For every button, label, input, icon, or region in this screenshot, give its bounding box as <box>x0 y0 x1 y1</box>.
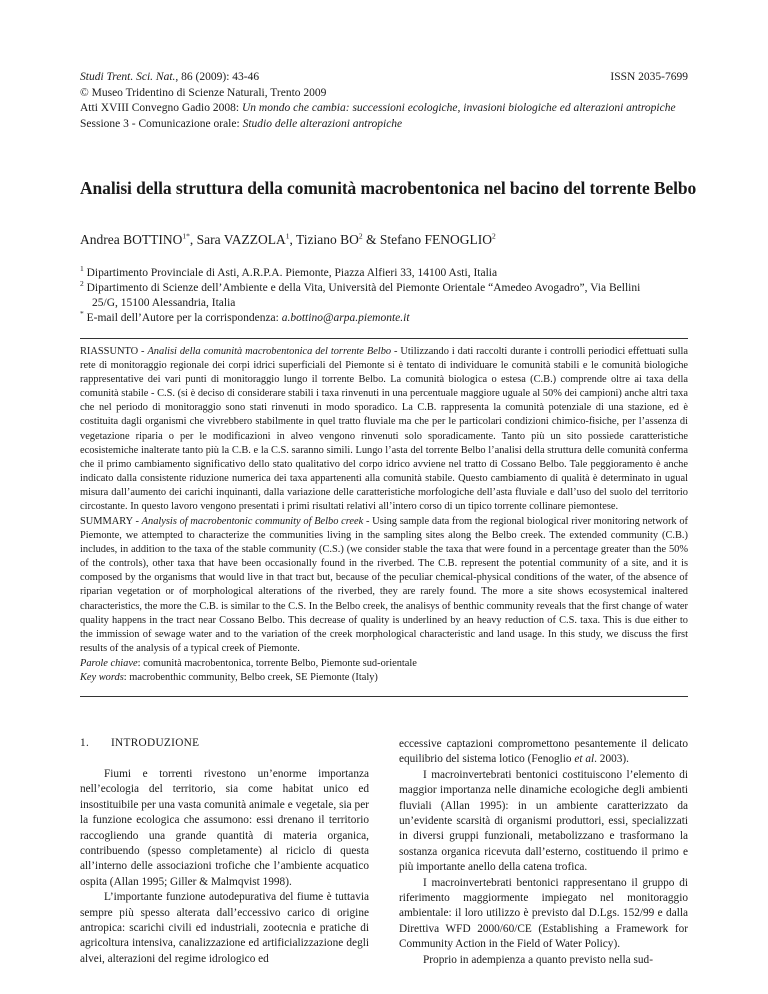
conference-line <box>80 101 688 117</box>
affiliation-mark: 1 <box>80 264 84 274</box>
paragraph: Fiumi e torrenti rivestono un’enorme importanza nell’ecologia del territorio, sia come habitat unico ed insostituibile per una vasta comunità animale e vegetale, sia per la funzione ecologica che assumono: essi drenano il territorio raccogliendo una grande quantità di materia organica, contribuendo (spesso completamente) al riciclo di questa all’interno delle associazioni trofiche che l’ambiente acquatico ospita (Allan 1995; Giller & Malmqvist 1998). <box>80 768 369 888</box>
keywords-it-label: Parole chiave <box>80 658 138 669</box>
author-name: Sara VAZZOLA <box>196 232 286 247</box>
affiliation-text: Dipartimento di Scienze dell’Ambiente e della Vita, Università del Piemonte Orientale “Amedeo Avogadro”, Via Bellini <box>86 282 641 294</box>
journal-header <box>80 70 688 132</box>
paragraph: I macroinvertebrati bentonici rappresentano il gruppo di riferimento maggiormente impiegato nel monitoraggio ambientale: il loro utilizzo è previsto dal D.Lgs. 152/99 e dalla Direttiva WFD 2000/60/CE (Establishing a Framework for Community Action in the Field of Water Policy). <box>399 876 688 951</box>
paragraph-text: eccessive captazioni compromettono pesantemente il delicato equilibrio del sistema lotico (Fenoglio <box>399 738 688 766</box>
corresponding-mark: * <box>80 309 84 319</box>
corresponding-author <box>80 311 692 326</box>
volume-pages: , 86 (2009): 43-46 <box>175 71 260 83</box>
section-title: INTRODUZIONE <box>111 737 200 749</box>
keywords <box>80 657 688 685</box>
keywords-it <box>80 657 688 671</box>
conference-title: Un mondo che cambia: successioni ecologiche, invasioni biologiche ed alterazioni antropiche <box>241 102 676 114</box>
paragraph-text: . 2003). <box>594 753 629 766</box>
divider-bottom <box>80 696 688 697</box>
session-title: Studio delle alterazioni antropiche <box>242 117 403 130</box>
affiliation-2-cont: 25/G, 15100 Alessandria, Italia <box>92 297 236 309</box>
section-number: 1. <box>80 737 90 749</box>
corresponding-email[interactable]: a.bottino@arpa.piemonte.it <box>281 312 410 324</box>
journal-name: Studi Trent. Sci. Nat. <box>80 71 176 83</box>
paragraph: Proprio in adempienza a quanto previsto nella sud- <box>423 953 653 966</box>
section-heading <box>80 737 199 749</box>
affiliation-mark: 2 <box>80 279 84 289</box>
paragraph <box>399 737 688 768</box>
author-name: Andrea BOTTINO <box>80 232 183 247</box>
author-name: Tiziano BO <box>296 232 359 247</box>
keywords-it-text: : comunità macrobentonica, torrente Belbo, Piemonte sud-orientale <box>137 658 417 669</box>
session-line <box>80 117 688 133</box>
session-prefix: Sessione 3 - Comunicazione orale: <box>80 117 243 130</box>
author-affil-mark: 2 <box>492 231 496 241</box>
author-list <box>80 231 700 249</box>
summary-text: - Using sample data from the regional biological river monitoring network of Piemonte, we attempted to characterize the communities living in the sampling sites along the Belbo creek. The extended community (C.B.) includes, in addition to the taxa of the stable community (C.S.) (we consider stable the taxa that were found in a percentage greater than the 50% of the controls), other taxa that have been occasionally found in the riverbed. The C.B. represent the potential community of a site, and it is composed by the organisms that would live in that tract but, because of the peculiar chemical-physical conditions of the water, of the absence of riparian vegetation or of morphological alterations of the riverbed, they are rarely found. The more a site shows ecosystemical inaltered characteristics, the more the C.B. is similar to the C.S. In the Belbo creek, the analisys of benthic community reveals that the first change of water quality happens in the tract near Cossano Belbo. This decrease of quality is underlined by an heavy reduction of C.S. taxa. This is due either to the immission of sewage water and to the variation of the creek morphological characteristic and land usage. In this study, we discuss the first results of the analysis of a typical creek of Piemonte. <box>80 516 688 654</box>
issn: ISSN 2035-7699 <box>610 71 688 83</box>
copyright-line: © Museo Tridentino di Scienze Naturali, Trento 2009 <box>80 86 327 99</box>
author-affil-mark: 1 <box>285 231 290 241</box>
conference-prefix: Atti XVIII Convegno Gadio 2008: <box>80 102 242 114</box>
paragraph: L’importante funzione autodepurativa del fiume è tuttavia sempre più spesso alterata dall’eccessivo carico di origine antropica: scarichi civili ed industriali, zootecnia e pratiche di agricoltura intensiva, canalizzazione ed artificializzazione degli alvei, alterazioni del regime idrologico ed <box>80 891 369 965</box>
affiliation-text: Dipartimento Provinciale di Asti, A.R.P.A. Piemonte, Piazza Alfieri 33, 14100 Asti, Italia <box>86 267 498 279</box>
author-name: Stefano FENOGLIO <box>379 232 493 247</box>
citation <box>80 70 259 86</box>
author-affil-mark: 1* <box>182 231 190 241</box>
header-row <box>80 70 688 86</box>
author-separator: , <box>289 232 296 247</box>
column-left <box>80 767 369 967</box>
keywords-en <box>80 671 688 685</box>
riassunto <box>80 345 688 514</box>
riassunto-title: Analisi della comunità macrobentonica del torrente Belbo <box>147 346 392 357</box>
citation-etal: et al <box>574 753 595 766</box>
riassunto-text: - Utilizzando i dati raccolti durante i controlli periodici effettuati sulla rete di monitoraggio regionale dei corpi idrici superficiali del Piemonte si è tentato di individuare le comunità stabili e le comunità biologiche rappresentative dei vari punti di monitoraggio lungo il torrente Belbo. La comunità biologica o estesa (C.B.) comprende oltre ai taxa della comunità stabile - C.S. (si è deciso di considerare stabili i taxa rinvenuti in una percentuale maggiore uguale al 50% dei campioni) anche altri taxa che nel periodo di monitoraggio sono stati rinvenuti in modo sporadico. La C.B. rappresenta la comunità potenziale di una stazione, ed è costituita dagli organismi che vivrebbero stabilmente in quel tratto fluviale ma che per le particolari condizioni chimico-fisiche, per l’assenza di vegetazione riparia o per le modificazioni in alveo vengono rinvenuti solo sporadicamente. Tanto più un sito possiede caratteristiche ecosistemiche inalterate tanto più la C.B. e la C.S. saranno simili. Lungo l’asta del torrente Belbo l’analisi della struttura delle comunità conferma che il primo cambiamento significativo dello stato qualitativo del corpo idrico avviene nel tratto di Cossano Belbo. Tale peggioramento è anche indicato dalla consistente riduzione numerica dei taxa appartenenti alla comunità stabile. Questo cambiamento di qualità è determinato in ugual misura dall’aumento dei carichi inquinanti, dalla variazione delle caratteristiche morfologiche dell’asta fluviale e dall’uso del suolo del territorio circostante. In questo lavoro vengono presentati i primi risultati relativi all’intero corso di un tipico torrente collinare piemontese. <box>80 346 688 513</box>
summary-title: Analysis of macrobentonic community of Belbo creek <box>141 516 364 527</box>
paragraph: I macroinvertebrati bentonici costituiscono l’elemento di maggior importanza nelle dinamiche ecologiche degli ambienti fluviali (Allan 1995): in un ambiente caratterizzato da un’evidente scarsità di organismi produttori, essi, specializzati in diversi gruppi funzionali, metabolizzano e trasformano la sostanza organica ricevuta dall’esterno, costituendo il primo e più importante anello della catena trofica. <box>399 768 688 874</box>
column-right <box>399 737 688 968</box>
keywords-en-text: : macrobenthic community, Belbo creek, SE Piemonte (Italy) <box>123 672 378 683</box>
summary <box>80 515 688 656</box>
summary-label: SUMMARY - <box>80 516 142 527</box>
affiliation-1 <box>80 266 692 281</box>
author-separator: , <box>189 232 197 247</box>
affiliations <box>80 266 692 326</box>
article-title: Analisi della struttura della comunità macrobentonica nel bacino del torrente Belbo <box>80 178 697 198</box>
author-affil-mark: 2 <box>358 231 363 241</box>
corresponding-prefix: E-mail dell’Autore per la corrispondenza: <box>86 312 282 324</box>
divider-top <box>80 338 688 339</box>
affiliation-2 <box>80 281 692 296</box>
author-separator: & <box>362 232 380 247</box>
riassunto-label: RIASSUNTO - <box>80 346 148 357</box>
keywords-en-label: Key words <box>80 672 124 683</box>
